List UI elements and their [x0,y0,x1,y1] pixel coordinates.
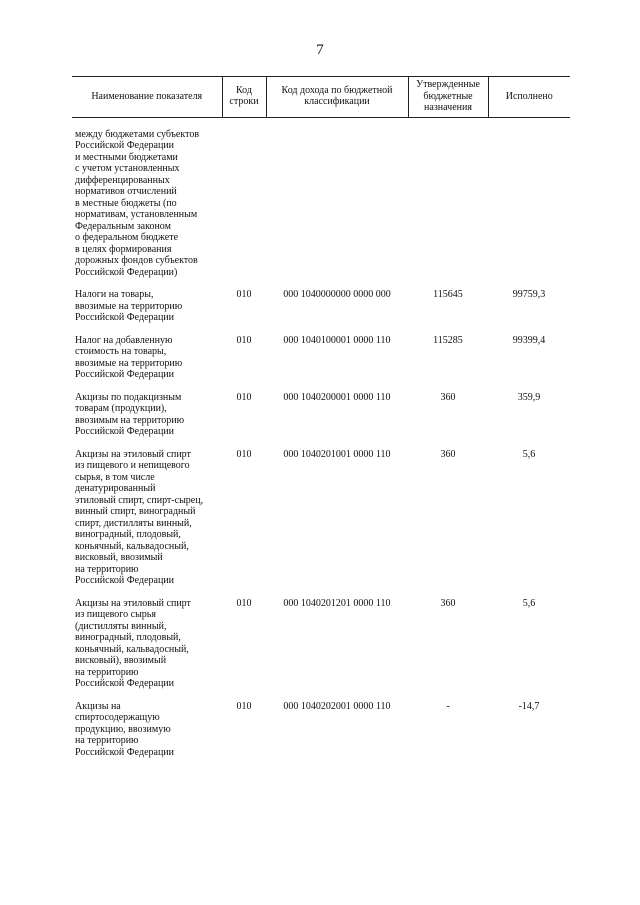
row-income-code: 000 1040202001 0000 110 [283,700,391,712]
row-code: 010 [236,289,252,300]
row-approved: 115645 [433,289,463,300]
row-code: 010 [236,448,252,460]
row-executed: 5,6 [522,597,536,609]
row-income-code: 000 1040200001 0000 110 [283,391,391,403]
table-row [72,117,570,289]
row-indicator-name: Налоги на товары, ввозимые на территорию Российской Федерации [75,289,183,323]
budget-execution-table [72,76,570,769]
header-approved: Утвержденные бюджетные назначения [408,77,488,118]
row-approved: 360 [440,597,456,609]
header-row-code: Код строки [222,77,266,118]
row-executed: 99399,4 [512,334,546,346]
row-executed: -14,7 [518,700,540,712]
row-income-code: 000 1040100001 0000 110 [283,334,391,346]
table-row [72,289,570,335]
row-code [222,117,266,289]
table-row [72,392,570,449]
page-number: 7 [316,42,324,58]
header-income-code: Код дохода по бюджетной классификации [266,77,408,118]
header-indicator-name: Наименование показателя [72,77,222,118]
row-income-code: 000 1040201001 0000 110 [283,448,391,460]
row-indicator-name: Акцизы на спиртосодержащую продукцию, ввозимую на территорию Российской Федерации [75,700,175,758]
row-approved: 360 [440,391,456,403]
row-approved [408,117,488,289]
table-row [72,449,570,598]
row-executed: 99759,3 [512,289,546,300]
header-executed: Исполнено [488,77,570,118]
row-executed: 359,9 [517,391,541,403]
table-row [72,701,570,770]
row-income-code: 000 1040000000 0000 000 [283,289,391,300]
row-indicator-name: Акцизы на этиловый спирт из пищевого и непищевого сырья, в том числе денатурированный этиловый спирт, спирт-сырец, винный спирт, виноградный спирт, дистилляты винный, виноградный, плодовый, коньячный, кальвадосный, висковый, ввозимый на территорию Российской Федерации [75,448,204,586]
row-code: 010 [236,597,252,609]
row-executed: 5,6 [522,448,536,460]
table-row [72,335,570,392]
row-indicator-name: Акцизы по подакцизным товарам (продукции), ввозимым на территорию Российской Федерации [75,391,185,437]
row-indicator-name: Акцизы на этиловый спирт из пищевого сырья (дистилляты винный, виноградный, плодовый, коньячный, кальвадосный, висковый), ввозимый на территорию Российской Федерации [75,597,191,689]
table-header-row [72,77,570,118]
row-indicator-name: между бюджетами субъектов Российской Федерации и местными бюджетами с учетом установленных дифференцированных нормативов отчислений в местные бюджеты (по нормативам, установленным Федеральным законом о федеральном бюджете в целях формирования дорожных фондов субъектов Российской Федерации) [75,128,200,278]
row-code: 010 [236,700,252,712]
row-approved: - [446,700,450,712]
row-income-code: 000 1040201201 0000 110 [283,597,391,609]
row-income-code [266,117,408,289]
row-approved: 115285 [433,334,463,346]
row-code: 010 [236,334,252,346]
row-approved: 360 [440,448,456,460]
row-executed [488,117,570,289]
row-indicator-name: Налог на добавленную стоимость на товары, ввозимые на территорию Российской Федерации [75,334,183,380]
table-row [72,598,570,701]
row-code: 010 [236,391,252,403]
